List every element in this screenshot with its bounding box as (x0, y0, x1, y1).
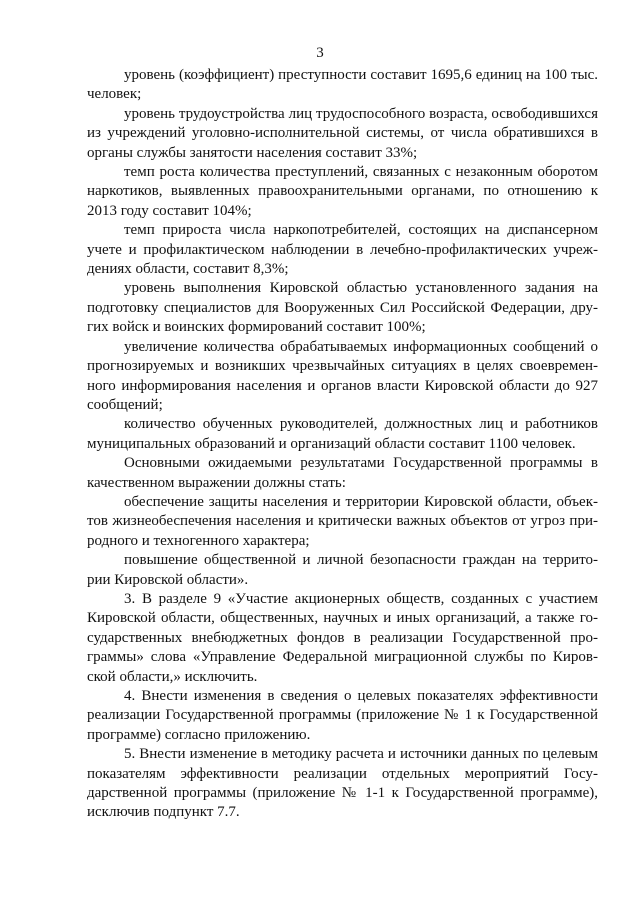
page-number: 3 (316, 45, 324, 61)
paragraph-trained-officials: количество обученных руководителей, должностных лиц и работников муниципальных образований и организаций области составит 1100 человек. (87, 416, 598, 452)
paragraph-military-training: уровень выполнения Кировской областью установленного задания на подготовку специалистов для Вооруженных Сил Российской Федерации, других войск и воинских формирований составит 100%; (87, 280, 598, 336)
paragraph-drug-users-growth: темп прироста числа наркопотребителей, состоящих на диспансерном учете и профилактическом наблюдении в лечебно-профилактических учреждениях области, составит 8,3%; (87, 222, 598, 278)
paragraph-protection-result: обеспечение защиты населения и территории Кировской области, объектов жизнеобеспечения населения и критически важных объектов от угроз природного и техногенного характера; (87, 493, 598, 549)
paragraph-crime-rate: уровень (коэффициент) преступности составит 1695,6 единиц на 100 тыс. человек; (87, 67, 598, 103)
paragraph-drug-crime-growth: темп роста количества преступлений, связанных с незаконным оборотом наркотиков, выявленных правоохранительными органами, по отношению к 2013 году составит 104%; (87, 164, 598, 219)
paragraph-emergency-messages: увеличение количества обрабатываемых информационных сообщений о прогнозируемых и возникших чрезвычайных ситуациях в целях своевременного информирования населения и органов власти Кировской области до 927 сообщений; (87, 338, 598, 413)
paragraph-security-result: повышение общественной и личной безопасности граждан на территории Кировской области». (87, 552, 598, 588)
paragraph-annex-1-amendment: 4. Внести изменения в сведения о целевых показателях эффективности реализации Государственной программы (приложение № 1 к Государственной программе) согласно приложению. (87, 688, 598, 743)
paragraph-section-9-amendment: 3. В разделе 9 «Участие акционерных обществ, созданных с участием Кировской области, общественных, научных и иных организаций, а также государственных внебюджетных фондов в реализации Государственной программы» слова «Управление Федеральной миграционной службы по Кировской области,» исключить. (87, 590, 598, 685)
paragraph-employment-rate: уровень трудоустройства лиц трудоспособного возраста, освободившихся из учреждений уголовно-исполнительной системы, от числа обратившихся в органы службы занятости населения составит 33%; (87, 105, 598, 161)
paragraph-annex-1-1-amendment: 5. Внести изменение в методику расчета и источники данных по целевым показателям эффективности реализации отдельных мероприятий Государственной программы (приложение № 1-1 к Государственной программе), исключив подпункт 7.7. (87, 746, 598, 821)
paragraph-expected-results-intro: Основными ожидаемыми результатами Государственной программы в качественном выражении должны стать: (87, 455, 598, 491)
document-body (87, 66, 598, 823)
